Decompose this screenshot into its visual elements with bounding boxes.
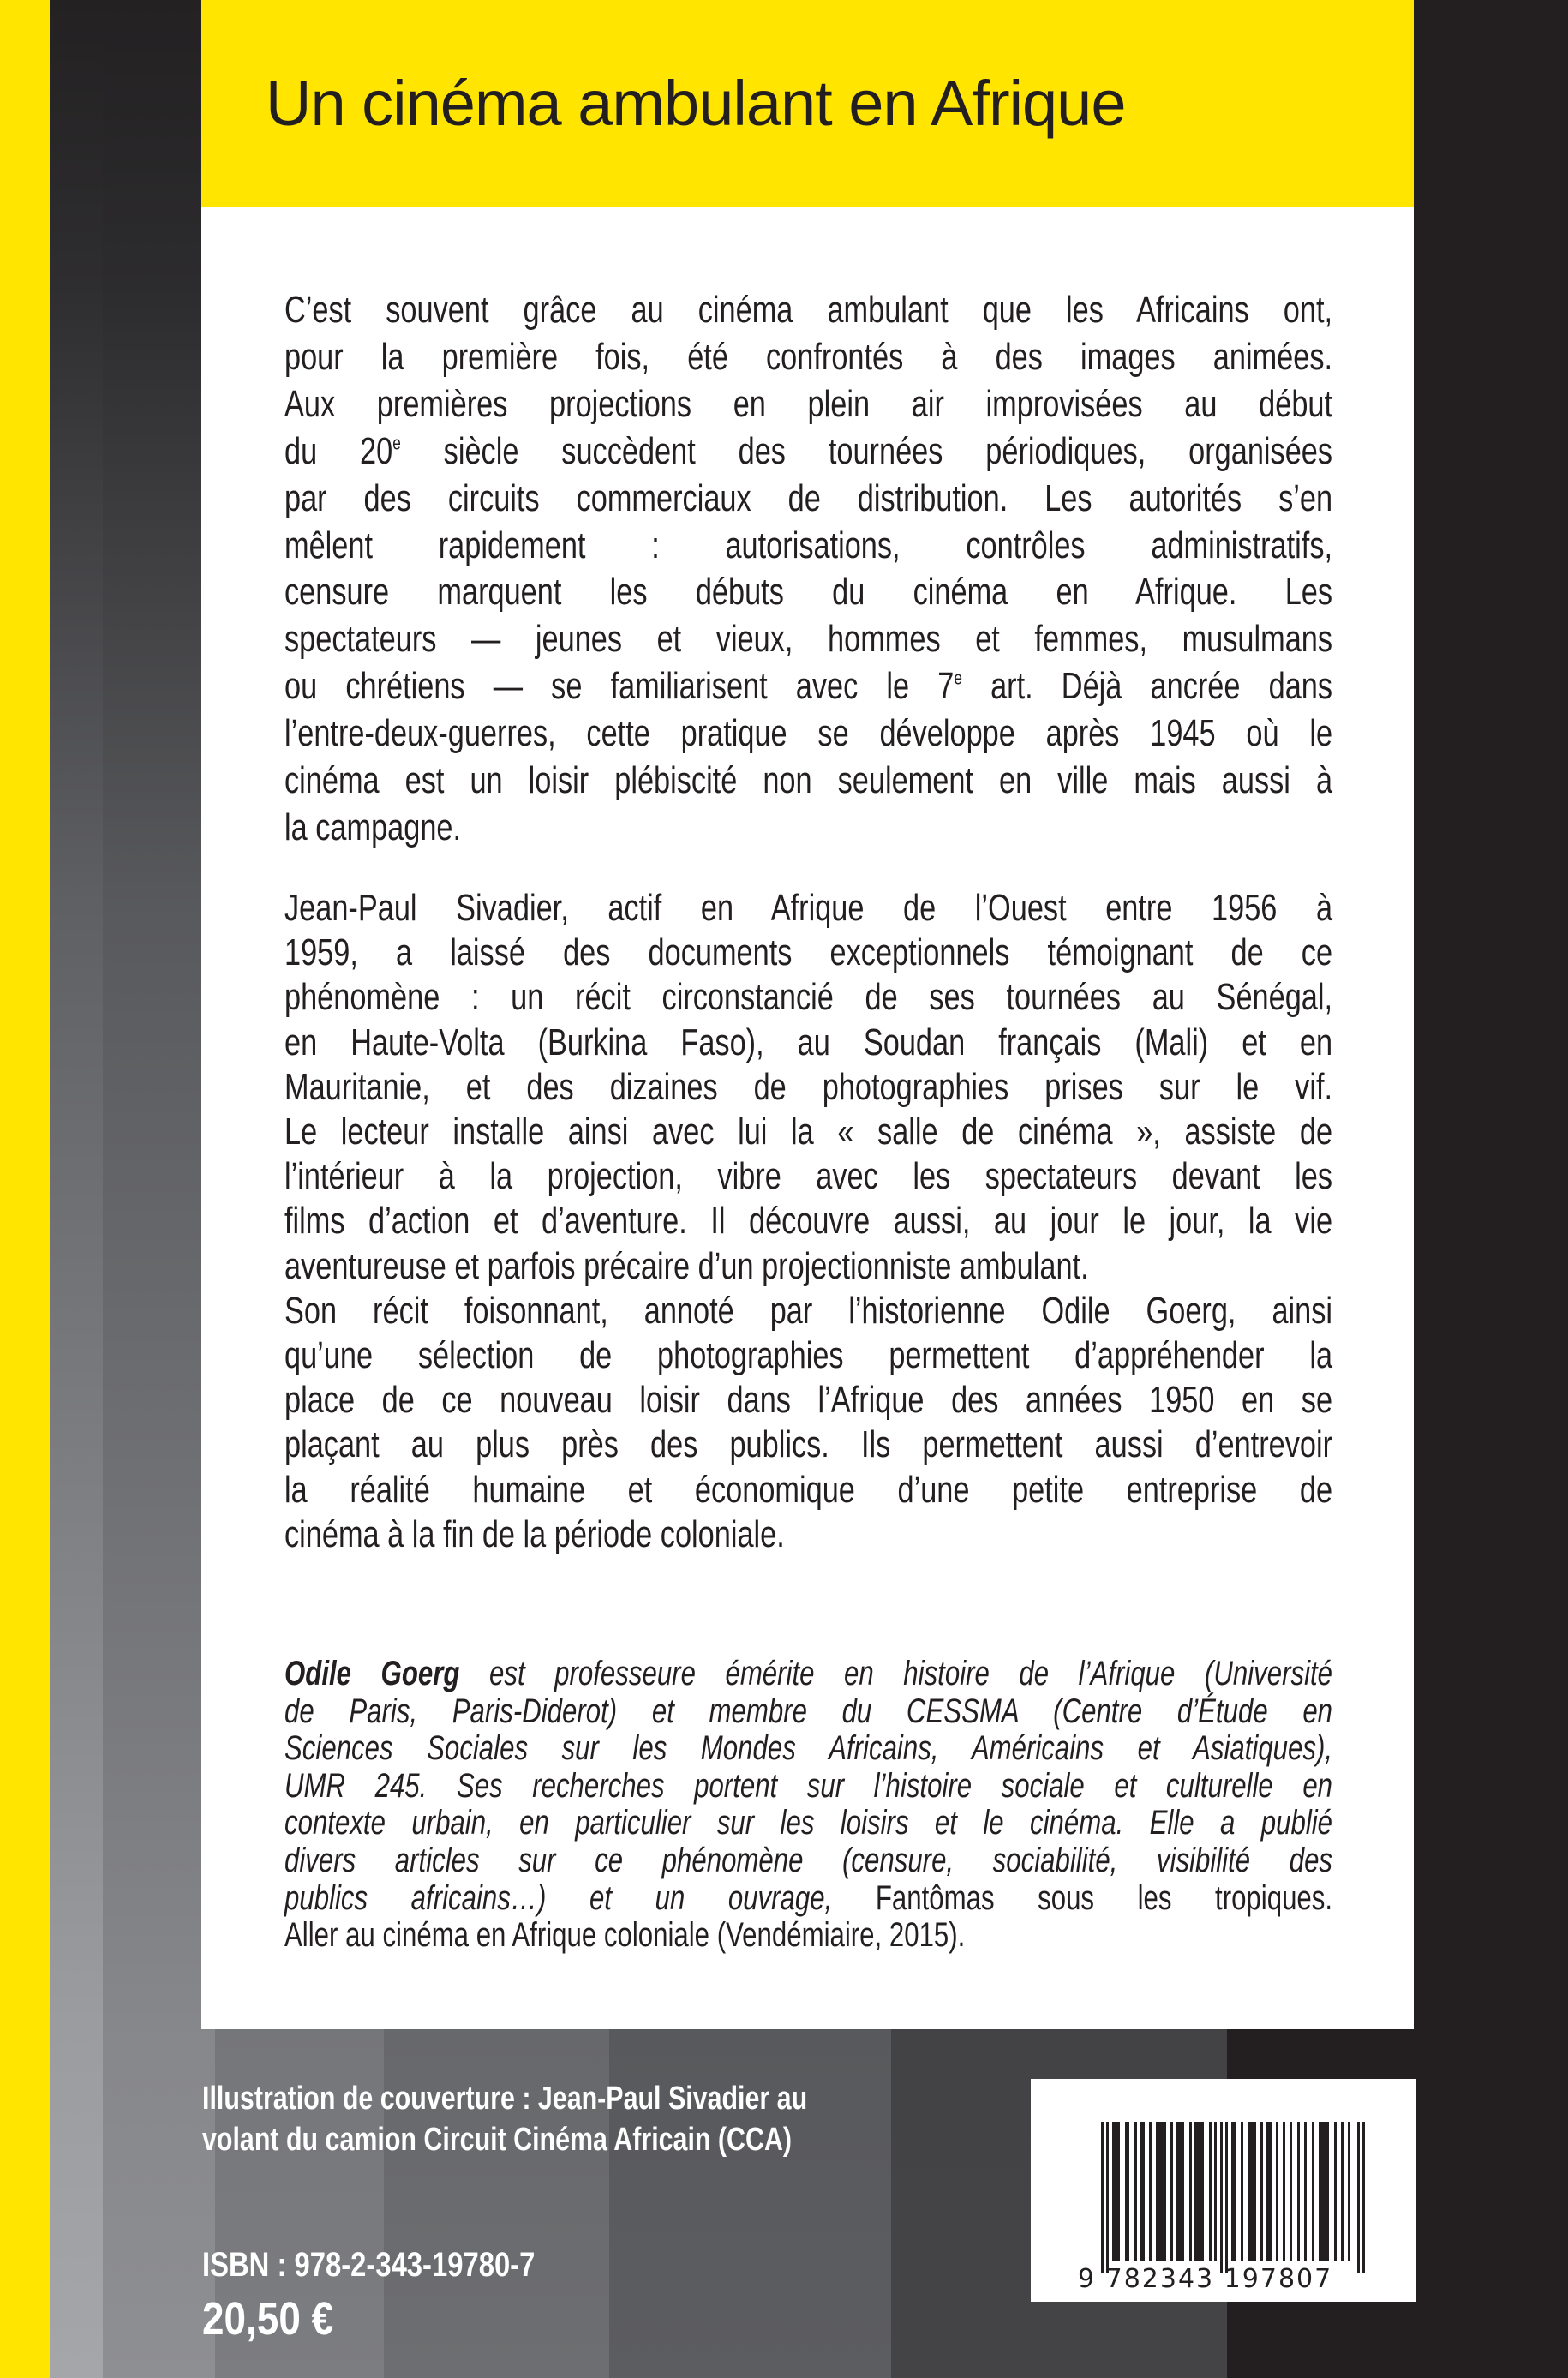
author-bio: [284, 1656, 1332, 1955]
text-line: Sciences Sociales sur les Mondes Africains, Américains et Asiatiques),: [284, 1729, 1333, 1768]
text-line: cinéma est un loisir plébiscité non seulement en ville mais aussi à: [284, 759, 1333, 802]
back-cover-text-panel: [201, 207, 1414, 2029]
book-reference-title: Fantômas sous les tropiques.: [832, 1878, 1333, 1917]
text-line: la campagne.: [284, 806, 462, 848]
summary-paragraph-2: [284, 886, 1332, 1557]
text-fragment: du 20: [284, 429, 393, 472]
text-line: cinéma à la fin de la période coloniale.: [284, 1512, 785, 1555]
gray-gradient-band-2: [103, 0, 215, 2378]
credit-line: Illustration de couverture : Jean-Paul Sivadier au: [202, 2081, 808, 2117]
isbn-barcode: [1031, 2079, 1416, 2302]
text-line: [284, 428, 1332, 476]
text-line: par des circuits commerciaux de distribution. Les autorités s’en: [284, 476, 1333, 519]
title-banner: [201, 0, 1414, 207]
isbn-label: ISBN : 978-2-343-19780-7: [202, 2246, 536, 2284]
summary-paragraph-1: [284, 287, 1332, 852]
text-line: l’intérieur à la projection, vibre avec les spectateurs devant les: [284, 1155, 1333, 1198]
text-line: plaçant au plus près des publics. Ils permettent aussi d’entrevoir: [284, 1423, 1333, 1466]
text-fragment: publics africains…) et un ouvrage,: [284, 1878, 833, 1917]
text-line: pour la première fois, été confrontés à des images animées.: [284, 335, 1333, 378]
text-line: qu’une sélection de photographies permettent d’appréhender la: [284, 1334, 1333, 1377]
text-line: en Haute-Volta (Burkina Faso), au Soudan français (Mali) et en: [284, 1021, 1333, 1063]
superscript: e: [392, 432, 401, 454]
superscript: e: [954, 667, 962, 689]
text-line: films d’action et d’aventure. Il découvre aussi, au jour le jour, la vie: [284, 1200, 1333, 1243]
credit-line: volant du camion Circuit Cinéma Africain (CCA): [202, 2122, 793, 2158]
text-line: [284, 1656, 1332, 1693]
text-fragment: art. Déjà ancrée dans: [990, 665, 1333, 708]
text-line: phénomène : un récit circonstancié de ses tournées au Sénégal,: [284, 976, 1333, 1019]
yellow-edge-band: [0, 0, 50, 2378]
text-line: Son récit foisonnant, annoté par l’historienne Odile Goerg, ainsi: [284, 1289, 1333, 1332]
text-fragment: siècle succèdent des tournées périodiques, organisées: [443, 429, 1333, 472]
text-line: l’entre-deux-guerres, cette pratique se développe après 1945 où le: [284, 712, 1333, 755]
text-line: aventureuse et parfois précaire d’un projectionniste ambulant.: [284, 1244, 1089, 1287]
text-line: spectateurs — jeunes et vieux, hommes et femmes, musulmans: [284, 618, 1333, 661]
text-line: Jean-Paul Sivadier, actif en Afrique de l’Ouest entre 1956 à: [284, 887, 1333, 929]
text-line: place de ce nouveau loisir dans l’Afrique des années 1950 en se: [284, 1379, 1333, 1422]
text-fragment: ou chrétiens — se familiarisent avec le 7: [284, 665, 955, 708]
text-line: Aux premières projections en plein air improvisées au début: [284, 382, 1333, 425]
price-label: 20,50 €: [202, 2293, 334, 2345]
text-line: [284, 1880, 1332, 1918]
text-line: contexte urbain, en particulier sur les loisirs et le cinéma. Elle a publié: [284, 1804, 1333, 1842]
barcode-digits: 9 782343 197807: [1078, 2264, 1333, 2294]
text-line: Aller au cinéma en Afrique coloniale (Vendémiaire, 2015).: [284, 1916, 966, 1955]
text-line: UMR 245. Ses recherches portent sur l’histoire sociale et culturelle en: [284, 1766, 1333, 1805]
author-name: Odile Goerg: [284, 1655, 460, 1692]
text-line: de Paris, Paris-Diderot) et membre du CESSMA (Centre d’Étude en: [284, 1692, 1333, 1730]
gray-gradient-band-1: [50, 0, 103, 2378]
text-line: Mauritanie, et des dizaines de photographies prises sur le vif.: [284, 1065, 1333, 1108]
text-line: censure marquent les débuts du cinéma en Afrique. Les: [284, 571, 1333, 614]
book-title: Un cinéma ambulant en Afrique: [266, 68, 1126, 139]
text-line: [284, 663, 1332, 710]
text-line: divers articles sur ce phénomène (censure, sociabilité, visibilité des: [284, 1841, 1333, 1879]
text-line: Le lecteur installe ainsi avec lui la « salle de cinéma », assiste de: [284, 1111, 1333, 1153]
text-line: C’est souvent grâce au cinéma ambulant que les Africains ont,: [284, 289, 1333, 331]
text-line: 1959, a laissé des documents exceptionnels témoignant de ce: [284, 931, 1333, 974]
text-line: la réalité humaine et économique d’une petite entreprise de: [284, 1468, 1333, 1511]
text-line: mêlent rapidement : autorisations, contrôles administratifs,: [284, 524, 1333, 566]
text-fragment: est professeure émérite en histoire de l’Afrique (Université: [459, 1655, 1333, 1692]
cover-illustration-credit: [202, 2078, 922, 2160]
